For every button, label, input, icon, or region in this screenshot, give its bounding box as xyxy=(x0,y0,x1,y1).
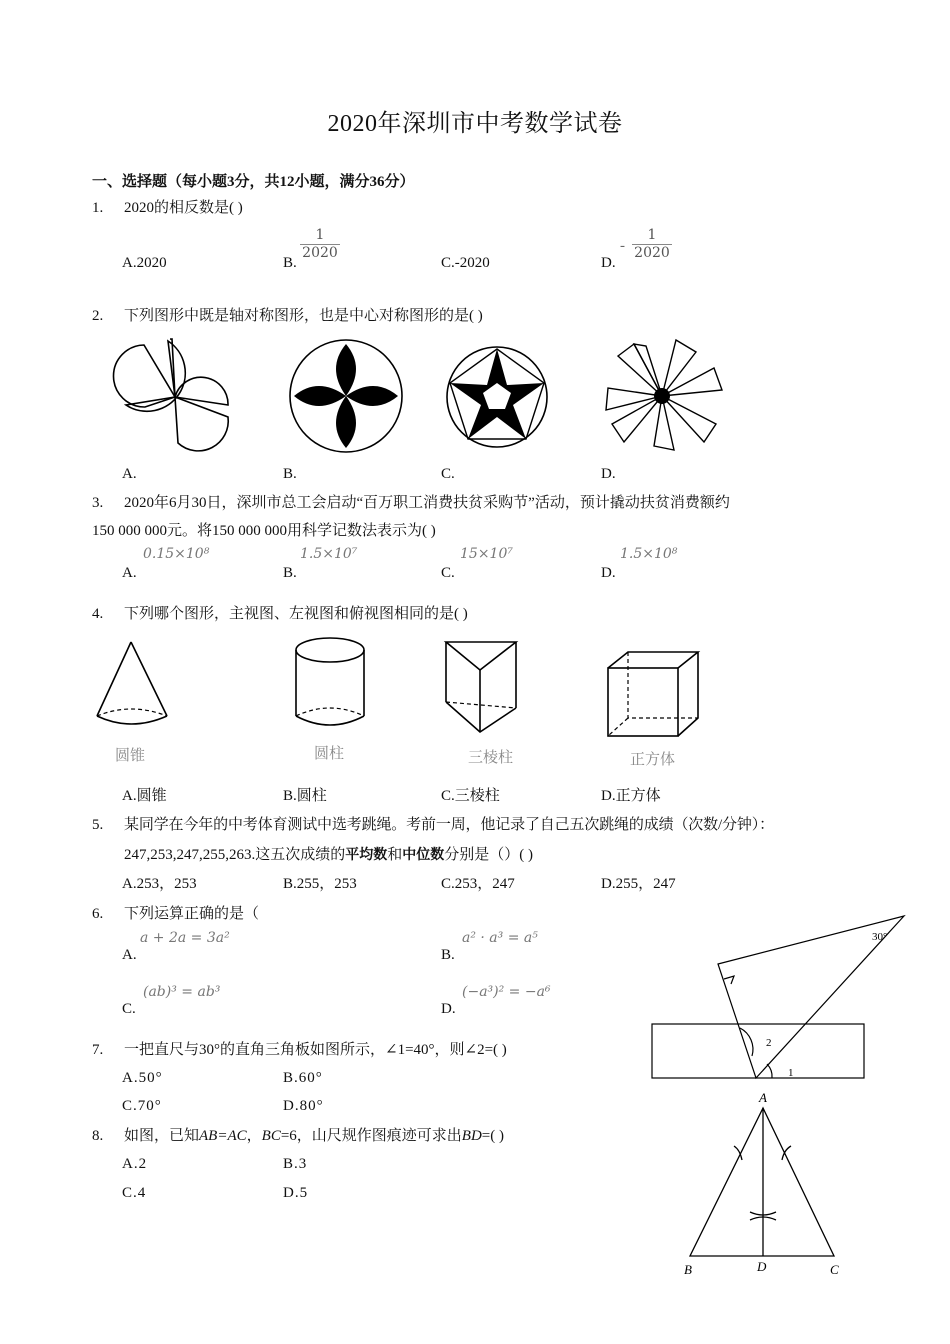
q7-option-a[interactable]: A.50° xyxy=(122,1070,163,1086)
ruler-triangle-figure xyxy=(650,912,888,1087)
q4-option-b[interactable]: B.圆柱 xyxy=(283,788,327,804)
q3-option-b[interactable]: B. xyxy=(283,565,297,581)
q6-a-math: a + 2a = 3a² xyxy=(140,930,230,946)
cube-caption: 正方体 xyxy=(630,750,676,768)
isosceles-triangle-figure xyxy=(678,1088,858,1278)
angle-1-label: 1 xyxy=(788,1067,794,1079)
q3-c-math: 15×10⁷ xyxy=(460,546,513,562)
q1-option-b[interactable]: B. xyxy=(283,255,297,271)
q2-option-c[interactable]: C. xyxy=(441,466,455,482)
q8-option-a[interactable]: A.2 xyxy=(122,1156,148,1172)
angle-2-label: 2 xyxy=(766,1037,772,1049)
q3-b-math: 1.5×10⁷ xyxy=(300,546,358,562)
q6-d-math: (−a³)² = −a⁶ xyxy=(462,984,551,1000)
q1-stem: 2020的相反数是( ) xyxy=(124,200,243,216)
prism-caption: 三棱柱 xyxy=(468,748,514,766)
star-kite-figure xyxy=(604,338,729,453)
q1-option-d[interactable]: D. xyxy=(601,255,616,271)
q7-option-d[interactable]: D.80° xyxy=(283,1098,324,1114)
q8-number: 8. xyxy=(92,1128,104,1144)
q6-option-b[interactable]: B. xyxy=(441,947,455,963)
q5-option-c[interactable]: C.253，247 xyxy=(441,876,515,892)
q2-number: 2. xyxy=(92,308,104,324)
q8-stem: 如图，已知AB=AC，BC=6，山尺规作图痕迹可求出BD=( ) xyxy=(124,1128,504,1144)
triangular-prism-figure xyxy=(444,638,524,738)
cone-figure xyxy=(95,640,175,730)
q8-option-d[interactable]: D.5 xyxy=(283,1185,309,1201)
point-a-label: A xyxy=(759,1090,767,1105)
q2-stem: 下列图形中既是轴对称图形，也是中心对称图形的是( ) xyxy=(124,308,483,324)
q6-option-d[interactable]: D. xyxy=(441,1001,456,1017)
q5-option-b[interactable]: B.255，253 xyxy=(283,876,357,892)
q5-option-a[interactable]: A.253，253 xyxy=(122,876,197,892)
point-d-label: D xyxy=(757,1259,767,1274)
q6-number: 6. xyxy=(92,906,104,922)
q3-option-d[interactable]: D. xyxy=(601,565,616,581)
q5-option-d[interactable]: D.255，247 xyxy=(601,876,676,892)
q2-option-b[interactable]: B. xyxy=(283,466,297,482)
q8-option-c[interactable]: C.4 xyxy=(122,1185,147,1201)
q6-option-a[interactable]: A. xyxy=(122,947,137,963)
q4-number: 4. xyxy=(92,606,104,622)
point-b-label: B xyxy=(684,1262,692,1277)
q7-option-b[interactable]: B.60° xyxy=(283,1070,323,1086)
q7-option-c[interactable]: C.70° xyxy=(122,1098,162,1114)
q1-option-a[interactable]: A.2020 xyxy=(122,255,167,271)
q6-c-math: (ab)³ = ab³ xyxy=(143,984,221,1000)
q1-d-fraction: 1 2020 xyxy=(632,227,672,262)
pentagon-star-figure xyxy=(445,345,555,457)
section-heading: 一、选择题（每小题3分，共12小题，满分36分） xyxy=(92,174,415,190)
q1-d-sign: - xyxy=(620,238,625,254)
q6-b-math: a² · a³ = a⁵ xyxy=(462,930,538,946)
cylinder-figure xyxy=(294,636,374,736)
q3-option-c[interactable]: C. xyxy=(441,565,455,581)
q5-stem-line2: 247,253,247,255,263.这五次成绩的平均数和中位数分别是（）( ) xyxy=(124,847,534,863)
q7-stem: 一把直尺与30°的直角三角板如图所示，∠1=40°，则∠2=( ) xyxy=(124,1042,507,1058)
q3-d-math: 1.5×10⁸ xyxy=(620,546,678,562)
q6-option-c[interactable]: C. xyxy=(122,1001,136,1017)
q3-stem-line1: 2020年6月30日，深圳市总工会启动“百万职工消费扶贫采购节”活动，预计撬动扶贫消费额约 xyxy=(124,495,730,511)
q8-option-b[interactable]: B.3 xyxy=(283,1156,308,1172)
cylinder-caption: 圆柱 xyxy=(314,744,345,762)
q4-option-d[interactable]: D.正方体 xyxy=(601,788,661,804)
q1-b-fraction: 1 2020 xyxy=(300,227,340,262)
q5-stem-line1: 某同学在今年的中考体育测试中选考跳绳。考前一周，他记录了自己五次跳绳的成绩（次数/分钟）： xyxy=(124,817,774,833)
cone-caption: 圆锥 xyxy=(115,746,146,764)
q2-option-d[interactable]: D. xyxy=(601,466,616,482)
q3-stem-line2: 150 000 000元。将150 000 000用科学记数法表示为( ) xyxy=(92,523,436,539)
q3-a-math: 0.15×10⁸ xyxy=(143,546,210,562)
point-c-label: C xyxy=(830,1262,839,1277)
q5-number: 5. xyxy=(92,817,104,833)
q1-option-c[interactable]: C.-2020 xyxy=(441,255,490,271)
q2-option-a[interactable]: A. xyxy=(122,466,137,482)
q4-option-c[interactable]: C.三棱柱 xyxy=(441,788,500,804)
q6-stem: 下列运算正确的是（ xyxy=(124,906,260,922)
q1-number: 1. xyxy=(92,200,104,216)
q4-stem: 下列哪个图形，主视图、左视图和俯视图相同的是( ) xyxy=(124,606,468,622)
q7-number: 7. xyxy=(92,1042,104,1058)
cube-figure xyxy=(604,650,704,740)
circle-petals-figure xyxy=(282,338,412,458)
q3-option-a[interactable]: A. xyxy=(122,565,137,581)
q3-number: 3. xyxy=(92,495,104,511)
pinwheel-figure xyxy=(118,335,238,455)
angle-30-label: 30° xyxy=(872,931,888,943)
page-title: 2020年深圳市中考数学试卷 xyxy=(327,111,623,137)
q4-option-a[interactable]: A.圆锥 xyxy=(122,788,167,804)
